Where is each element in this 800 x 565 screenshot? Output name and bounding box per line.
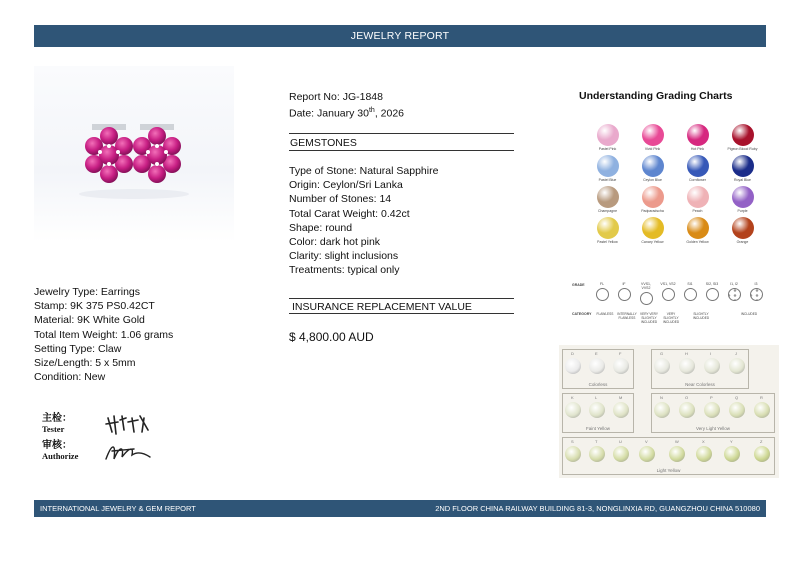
gem-type: Type of Stone: Natural Sapphire xyxy=(289,164,439,177)
gemstone-swatch-icon xyxy=(732,217,754,239)
clarity-grade xyxy=(660,282,676,301)
diamond-icon xyxy=(754,402,770,418)
color-swatch xyxy=(675,155,720,182)
color-grade-chart xyxy=(585,124,765,244)
authorize-row xyxy=(42,437,154,464)
gemstone-swatch-icon xyxy=(732,186,754,208)
color-swatch-label: Ceylon Blue xyxy=(643,178,662,182)
tester-label-en: Tester xyxy=(42,424,65,434)
clarity-category: INCLUDED xyxy=(740,312,758,316)
diamond-icon xyxy=(729,358,745,374)
spec-stamp: Stamp: 9K 375 PS0.42CT xyxy=(34,300,155,313)
signature-block xyxy=(42,410,154,464)
diamond-icon xyxy=(613,358,629,374)
color-swatch-label: Pigeon Blood Ruby xyxy=(727,147,758,151)
spec-size: Size/Length: 5 x 5mm xyxy=(34,357,136,370)
clarity-grade xyxy=(726,282,742,301)
spec-material: Material: 9K White Gold xyxy=(34,314,145,327)
earrings-image xyxy=(34,66,234,242)
color-group-label: Very Light Yellow xyxy=(695,426,731,431)
report-title: JEWELRY REPORT xyxy=(350,30,450,42)
gemstone-swatch-icon xyxy=(687,124,709,146)
gemstone-swatch-icon xyxy=(642,186,664,208)
gemstone-swatch-icon xyxy=(687,186,709,208)
diamond-icon xyxy=(754,446,770,462)
clarity-grade-label: IF xyxy=(622,282,626,286)
footer-address: 2ND FLOOR CHINA RAILWAY BUILDING 81-3, NONGLINXIA RD, GUANGZHOU CHINA 510080 xyxy=(435,504,760,513)
color-swatch-label: Cornflower xyxy=(689,178,706,182)
color-grade-letter: J xyxy=(735,351,737,356)
color-swatch-label: Padparadscha xyxy=(641,209,664,213)
diamond-icon xyxy=(589,446,605,462)
color-swatch xyxy=(585,186,630,213)
gemstone-swatch-icon xyxy=(597,217,619,239)
authorize-signature xyxy=(104,439,154,463)
color-grade-letter: K xyxy=(571,395,574,400)
diamond-icon xyxy=(728,288,741,301)
gemstone-swatch-icon xyxy=(732,124,754,146)
gemstones-heading xyxy=(289,133,514,151)
gemstone-swatch-icon xyxy=(642,124,664,146)
diamond-icon xyxy=(724,446,740,462)
gemstone-swatch-icon xyxy=(687,155,709,177)
color-group-label: Faint Yellow xyxy=(585,426,611,431)
diamond-icon xyxy=(654,358,670,374)
color-swatch xyxy=(720,186,765,213)
diamond-icon xyxy=(639,446,655,462)
color-swatch-label: Royal Blue xyxy=(734,178,751,182)
clarity-category: FLAWLESS xyxy=(596,312,614,316)
diamond-color-scale xyxy=(559,345,779,478)
report-number: Report No: JG-1848 xyxy=(289,91,383,103)
grading-title: Understanding Grading Charts xyxy=(579,90,733,102)
color-grade-letter: Z xyxy=(760,439,763,444)
gem-treatments: Treatments: typical only xyxy=(289,264,400,277)
earrings-photo xyxy=(34,66,234,242)
insurance-value: $ 4,800.00 AUD xyxy=(289,329,374,344)
color-swatch xyxy=(585,155,630,182)
color-swatch xyxy=(630,124,675,151)
color-group-label: Light Yellow xyxy=(656,468,681,473)
clarity-grade xyxy=(616,282,632,301)
gem-carat: Total Carat Weight: 0.42ct xyxy=(289,207,410,220)
color-group-label: Near Colorless xyxy=(685,382,715,387)
gemstone-details xyxy=(289,164,514,278)
tester-row xyxy=(42,410,154,437)
gem-color: Color: dark hot pink xyxy=(289,235,381,248)
color-swatch-label: Purple xyxy=(737,209,748,213)
diamond-icon xyxy=(669,446,685,462)
diamond-icon xyxy=(565,402,581,418)
color-grade-letter: G xyxy=(660,351,664,356)
diamond-icon xyxy=(704,358,720,374)
color-swatch xyxy=(585,124,630,151)
color-grade-letter: H xyxy=(685,351,688,356)
diamond-icon xyxy=(679,402,695,418)
color-grade-letter: M xyxy=(619,395,623,400)
color-swatch-label: Orange xyxy=(736,240,749,244)
color-swatch-label: Pastel Blue xyxy=(598,178,617,182)
diamond-icon xyxy=(662,288,675,301)
color-swatch xyxy=(675,217,720,244)
color-swatch-label: Champagne xyxy=(597,209,618,213)
clarity-grade-label: VS1, VS2 xyxy=(660,282,676,286)
diamond-icon xyxy=(729,402,745,418)
color-swatch-label: Golden Yellow xyxy=(686,240,709,244)
gemstone-swatch-icon xyxy=(597,155,619,177)
spec-jewelry-type: Jewelry Type: Earrings xyxy=(34,286,141,298)
color-swatch xyxy=(720,217,765,244)
clarity-grade-label: SI2, SI3 xyxy=(705,282,719,286)
gem-clarity: Clarity: slight inclusions xyxy=(289,250,399,263)
gem-origin: Origin: Ceylon/Sri Lanka xyxy=(289,179,403,192)
clarity-grade-label: FL xyxy=(599,282,605,286)
diamond-icon xyxy=(704,402,720,418)
report-footer xyxy=(34,500,766,517)
diamond-icon xyxy=(696,446,712,462)
color-grade-letter: F xyxy=(619,351,622,356)
insurance-heading xyxy=(289,298,514,314)
clarity-category-label: CATEGORY xyxy=(572,312,592,316)
clarity-grade xyxy=(682,282,698,301)
diamond-icon xyxy=(565,358,581,374)
clarity-grade xyxy=(704,282,720,301)
report-header xyxy=(34,25,766,47)
color-grade-letter: T xyxy=(595,439,598,444)
color-swatch xyxy=(720,155,765,182)
color-swatch-label: Vivid Pink xyxy=(644,147,661,151)
report-details xyxy=(289,90,514,344)
clarity-category: VERY VERY SLIGHTLY INCLUDED xyxy=(639,312,659,324)
clarity-category: VERY SLIGHTLY INCLUDED xyxy=(662,312,680,324)
color-grade-letter: Q xyxy=(735,395,739,400)
diamond-icon xyxy=(565,446,581,462)
diamond-icon xyxy=(684,288,697,301)
color-swatch xyxy=(675,186,720,213)
color-grade-letter: P xyxy=(710,395,713,400)
color-grade-letter: E xyxy=(595,351,598,356)
color-swatch xyxy=(675,124,720,151)
color-swatch xyxy=(585,217,630,244)
tester-label-cn: 主检： xyxy=(42,413,72,424)
gemstone-swatch-icon xyxy=(642,155,664,177)
color-grade-letter: N xyxy=(660,395,663,400)
diamond-icon xyxy=(596,288,609,301)
clarity-chart xyxy=(570,282,770,327)
color-swatch xyxy=(720,124,765,151)
gemstone-swatch-icon xyxy=(642,217,664,239)
color-swatch-label: Peach xyxy=(692,209,703,213)
report-date: Date: January 30th, 2026 xyxy=(289,107,405,120)
clarity-grade-label: I3 xyxy=(754,282,758,286)
diamond-icon xyxy=(750,288,763,301)
tester-signature xyxy=(104,412,154,436)
spec-setting-type: Setting Type: Claw xyxy=(34,342,122,355)
color-swatch-label: Canary Yellow xyxy=(641,240,664,244)
clarity-grade-label: VVS1, VVS2 xyxy=(641,282,651,290)
clarity-grade-label: SI1 xyxy=(687,282,693,286)
diamond-icon xyxy=(613,402,629,418)
diamond-icon xyxy=(640,292,653,305)
gemstone-swatch-icon xyxy=(597,186,619,208)
footer-organization: INTERNATIONAL JEWELRY & GEM REPORT xyxy=(40,504,196,513)
color-grade-letter: V xyxy=(645,439,648,444)
color-swatch-label: Pastel Yellow xyxy=(597,240,618,244)
color-grade-letter: W xyxy=(675,439,679,444)
color-group-label: Colorless xyxy=(588,382,608,387)
color-grade-letter: I xyxy=(710,351,712,356)
clarity-grade xyxy=(594,282,610,301)
clarity-grade xyxy=(748,282,764,301)
color-swatch-label: Hot Pink xyxy=(690,147,705,151)
insurance-title: INSURANCE REPLACEMENT VALUE xyxy=(292,300,472,313)
clarity-category: INTERNALLY FLAWLESS xyxy=(617,312,637,320)
spec-total-weight: Total Item Weight: 1.06 grams xyxy=(34,328,174,341)
authorize-label-cn: 审核： xyxy=(42,440,72,451)
gem-count: Number of Stones: 14 xyxy=(289,193,392,206)
color-grade-letter: D xyxy=(571,351,574,356)
color-grade-letter: O xyxy=(685,395,689,400)
gemstone-swatch-icon xyxy=(687,217,709,239)
color-grade-letter: L xyxy=(595,395,598,400)
diamond-icon xyxy=(706,288,719,301)
spec-condition: Condition: New xyxy=(34,371,106,384)
color-grade-letter: Y xyxy=(730,439,733,444)
gemstones-title: GEMSTONES xyxy=(290,136,357,149)
gemstone-swatch-icon xyxy=(732,155,754,177)
color-grade-letter: S xyxy=(571,439,574,444)
color-swatch xyxy=(630,186,675,213)
clarity-grade-label: GRADE xyxy=(572,283,585,287)
diamond-icon xyxy=(589,402,605,418)
color-swatch xyxy=(630,217,675,244)
color-swatch xyxy=(630,155,675,182)
color-swatch-label: Pastel Pink xyxy=(598,147,617,151)
clarity-grade xyxy=(638,282,654,305)
diamond-icon xyxy=(589,358,605,374)
gemstone-swatch-icon xyxy=(597,124,619,146)
color-grade-letter: R xyxy=(760,395,763,400)
authorize-label-en: Authorize xyxy=(42,451,79,461)
diamond-icon xyxy=(613,446,629,462)
gem-shape: Shape: round xyxy=(289,221,353,234)
color-grade-letter: X xyxy=(702,439,705,444)
diamond-icon xyxy=(679,358,695,374)
color-grade-letter: U xyxy=(619,439,622,444)
jewelry-specs xyxy=(34,285,173,384)
clarity-grade-label: I1, I2 xyxy=(730,282,738,286)
diamond-icon xyxy=(618,288,631,301)
diamond-icon xyxy=(654,402,670,418)
clarity-category: SLIGHTLY INCLUDED xyxy=(692,312,710,320)
